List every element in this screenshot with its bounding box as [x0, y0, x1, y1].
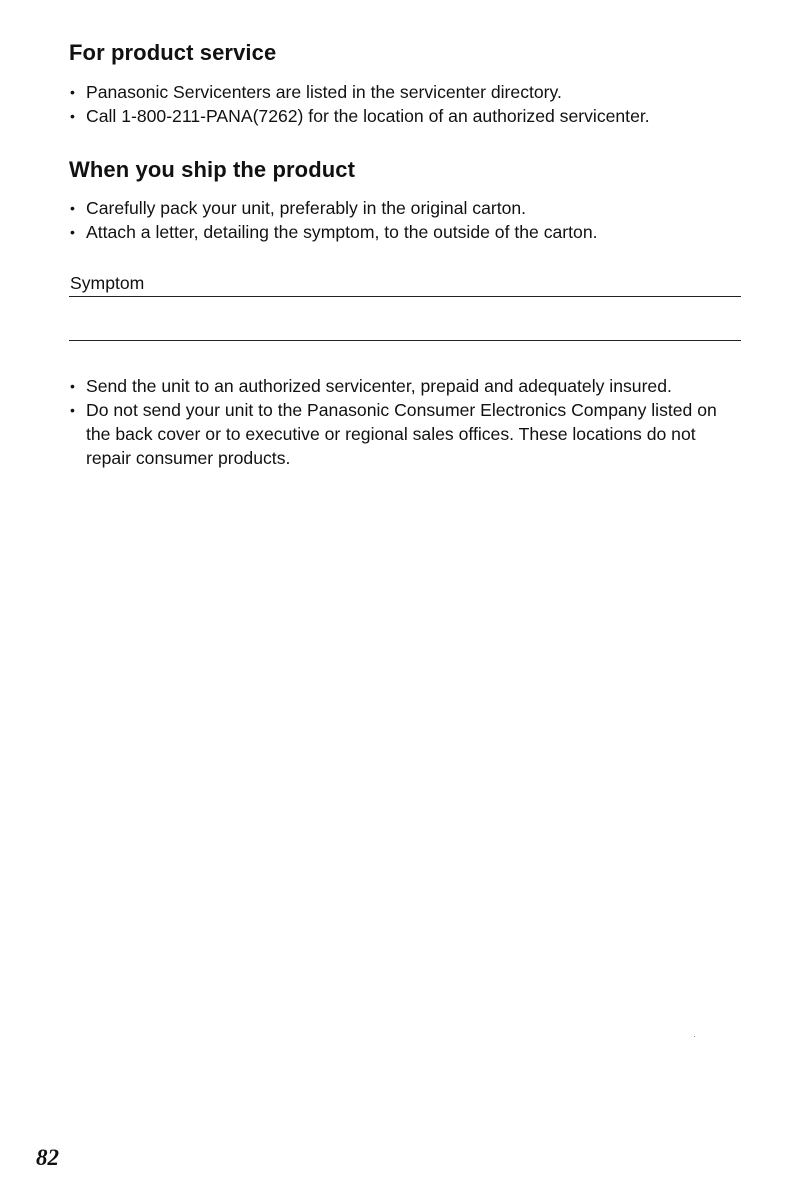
- symptom-write-line: [69, 296, 741, 297]
- shipping-note-item: • Send the unit to an authorized servicenter, prepaid and adequately insured.: [70, 374, 738, 398]
- shipping-bullet-item: • Carefully pack your unit, preferably in the original carton.: [70, 196, 770, 220]
- service-heading: For product service: [69, 40, 277, 65]
- shipping-bullet-list: [70, 196, 770, 244]
- page-number: 82: [36, 1145, 59, 1170]
- symptom-label: Symptom: [70, 273, 145, 293]
- shipping-note-item: • Do not send your unit to the Panasonic Consumer Electronics Company listed on the back cover or to executive or regional sales offices. These locations do not repair consumer products.: [70, 398, 738, 470]
- shipping-heading: When you ship the product: [69, 157, 356, 182]
- service-bullet-item: • Panasonic Servicenters are listed in the servicenter directory.: [70, 80, 770, 104]
- service-bullet-item: • Call 1-800-211-PANA(7262) for the location of an authorized servicenter.: [70, 104, 770, 128]
- shipping-notes-list: [70, 374, 738, 470]
- service-bullet-list: [70, 80, 770, 128]
- shipping-bullet-item: • Attach a letter, detailing the symptom, to the outside of the carton.: [70, 220, 770, 244]
- symptom-write-line: [69, 340, 741, 341]
- scan-speck: [694, 1036, 695, 1037]
